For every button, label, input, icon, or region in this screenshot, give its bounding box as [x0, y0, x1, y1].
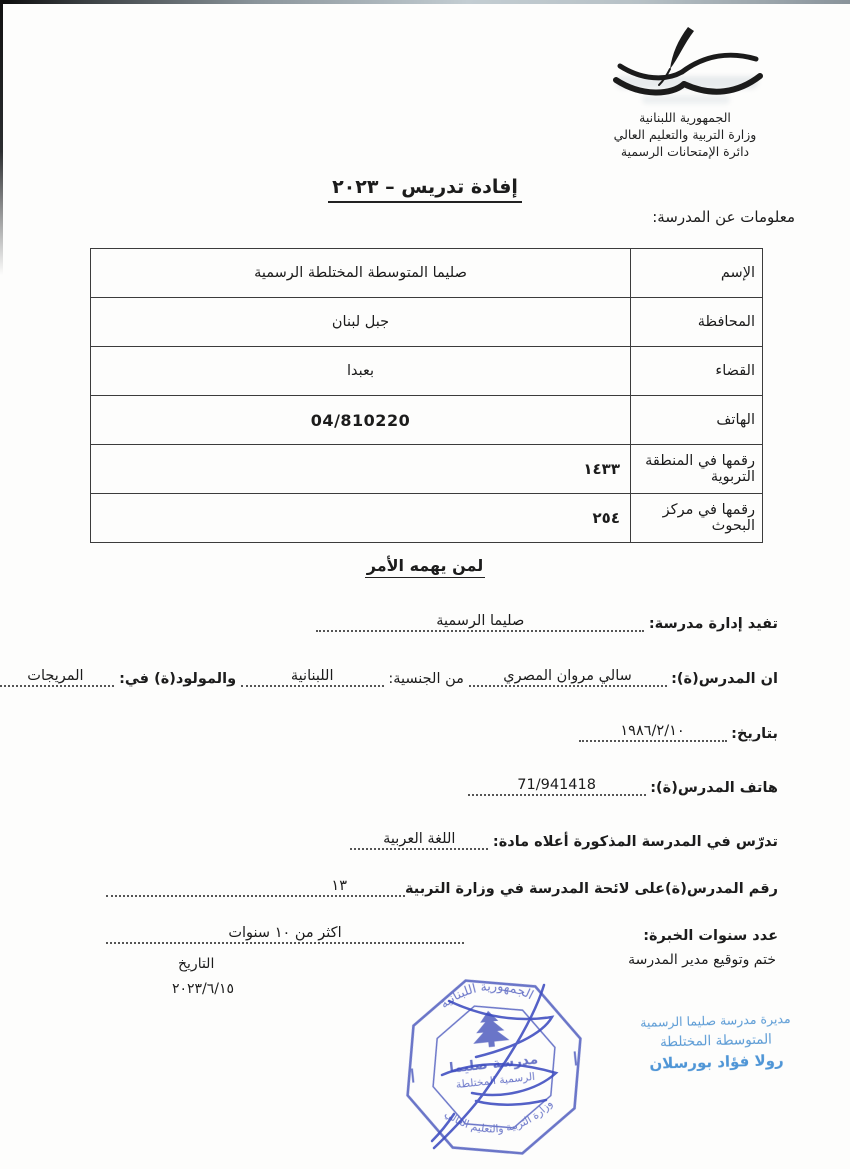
subject-value: اللغة العربية [350, 830, 488, 850]
row-label: رقمها في مركز البحوث [631, 494, 763, 543]
row-value: 04/810220 [91, 396, 631, 445]
teacher-phone-label: هاتف المدرس(ة): [650, 780, 778, 797]
table-row-research-center-number [91, 494, 763, 543]
row-label: الهاتف [631, 396, 763, 445]
subject-label: تدرّس في المدرسة المذكورة أعلاه مادة: [492, 834, 778, 851]
experience-line [106, 924, 778, 944]
header-line-department: دائرة الإمتحانات الرسمية [620, 143, 750, 159]
director-signature [384, 982, 619, 1154]
roster-label: رقم المدرس(ة)على لائحة المدرسة في وزارة التربية [405, 881, 778, 898]
roster-number-line [106, 877, 778, 897]
birthdate-value: ١٩٨٦/٢/١٠ [579, 722, 727, 742]
table-row-educational-zone-number [91, 445, 763, 494]
row-value: بعبدا [91, 347, 631, 396]
teacher-name: سالي مروان المصري [469, 667, 667, 687]
date-label: التاريخ [178, 956, 215, 972]
teacher-identity-line [26, 667, 778, 687]
director-stamp-line2: المتوسطة المختلطة [659, 1031, 773, 1051]
birthplace-label: والمولود(ة) في: [119, 671, 237, 688]
school-info-table [90, 248, 763, 543]
nationality-value: اللبنانية [241, 667, 384, 687]
stamp-school-type: الرسمية المختلطة [455, 1070, 536, 1092]
stamp-school-name: مدرسة صليما [448, 1051, 539, 1077]
row-label: المحافظة [631, 298, 763, 347]
row-label: القضاء [631, 347, 763, 396]
experience-label: عدد سنوات الخبرة: [643, 928, 778, 945]
row-value: جبل لبنان [91, 298, 631, 347]
header-line-ministry: وزارة التربية والتعليم العالي [613, 126, 757, 142]
school-info-heading: معلومات عن المدرسة: [652, 208, 795, 226]
row-value: ١٤٣٣ [91, 445, 631, 494]
scan-edge-top [0, 0, 850, 4]
school-admin-label: تفيد إدارة مدرسة: [648, 616, 778, 633]
director-stamp-name: رولا فؤاد بورسلان [649, 1051, 784, 1073]
birthdate-label: بتاريخ: [731, 726, 778, 743]
to-whom-it-may-concern-heading: لمن يهمه الأمر [0, 556, 850, 575]
row-value: ٢٥٤ [91, 494, 631, 543]
table-row-name [91, 249, 763, 298]
row-label: الإسم [631, 249, 763, 298]
roster-value: ١٣ [106, 877, 405, 897]
seal-signature-label: ختم وتوقيع مدير المدرسة [628, 952, 776, 968]
birthplace-value: المريجات [0, 667, 114, 687]
nationality-label: من الجنسية: [388, 671, 464, 688]
director-name-stamp [587, 1009, 845, 1077]
table-row-governorate [91, 298, 763, 347]
row-label: رقمها في المنطقة التربوية [631, 445, 763, 494]
ministry-book-quill-logo [610, 24, 768, 110]
ministry-header-text [600, 110, 770, 161]
header-line-republic: الجمهورية اللبنانية [639, 110, 731, 125]
teacher-label: ان المدرس(ة): [671, 671, 778, 688]
director-stamp-line1: مديرة مدرسة صليما الرسمية [639, 1011, 791, 1030]
experience-value: اكثر من ١٠ سنوات [106, 924, 464, 944]
table-row-phone [91, 396, 763, 445]
teacher-phone-line [468, 776, 778, 796]
school-administration-line [316, 612, 778, 632]
date-value: ٢٠٢٣/٦/١٥ [171, 981, 235, 997]
school-admin-value: صليما الرسمية [316, 612, 644, 632]
scan-edge-left [0, 0, 3, 275]
stamp-top-arc-text: الجمهورية اللبنانية [436, 978, 537, 1012]
document-title: إفادة تدريس – ٢٠٢٣ [0, 176, 850, 198]
row-value: صليما المتوسطة المختلطة الرسمية [91, 249, 631, 298]
birthdate-line [579, 722, 778, 742]
teacher-phone-value: 71/941418 [468, 776, 646, 796]
table-row-district [91, 347, 763, 396]
subject-line [350, 830, 778, 850]
stamp-bottom-arc-text: وزارة التربية والتعليم العالي [442, 1097, 556, 1136]
